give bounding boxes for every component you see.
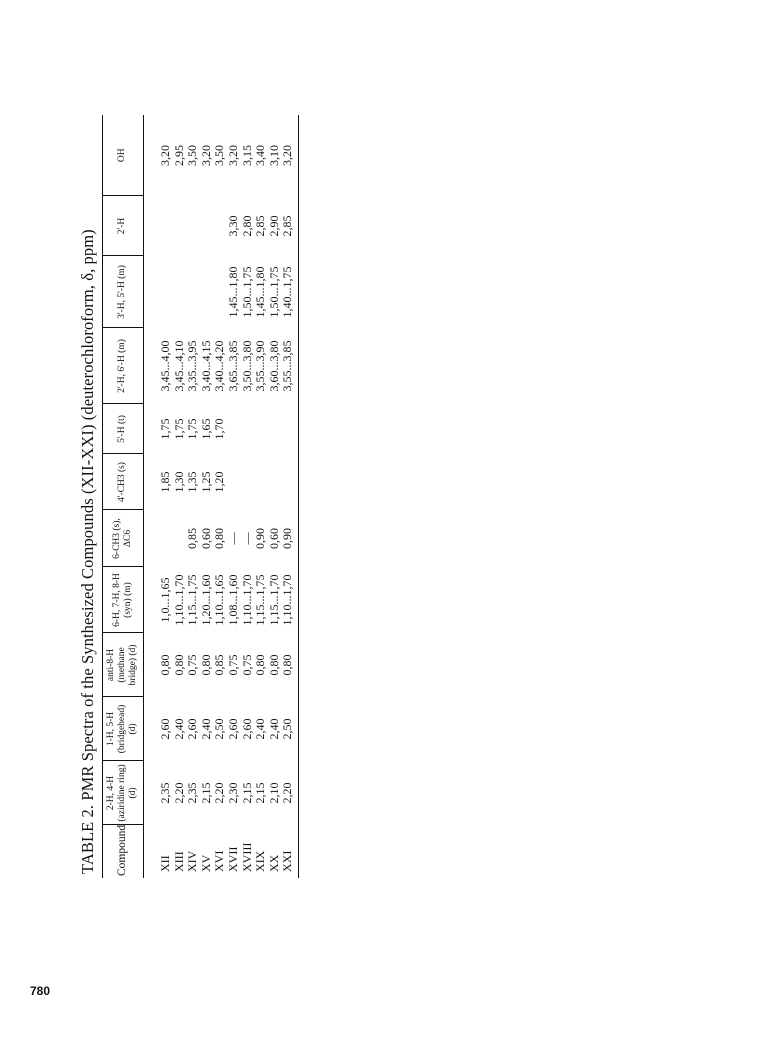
- value-cell: 0,60: [266, 528, 281, 549]
- value-cell: 1,15...1,75: [253, 574, 268, 626]
- column-header: 6-H, 7-H, 8-H (syn) (m): [103, 567, 144, 633]
- value-cell: —: [225, 532, 240, 545]
- value-cell: [254, 404, 268, 454]
- value-cell: [227, 454, 241, 510]
- value-cell: 1,20...1,60: [198, 574, 213, 626]
- value-cell: 2,85: [281, 196, 298, 256]
- column-header: 2'-H, 6'-H (m): [103, 328, 144, 404]
- value-cell: [241, 454, 255, 510]
- compound-cell: XVI: [212, 850, 227, 872]
- value-cell: [173, 256, 187, 328]
- value-cell: 1,10...1,70: [239, 574, 254, 626]
- value-cell: 2,40: [253, 718, 268, 740]
- value-cell: 1,75: [171, 418, 186, 440]
- column-header: 2'-H: [103, 196, 144, 256]
- value-cell: 0,80: [171, 654, 186, 676]
- value-cell: 2,15: [198, 782, 213, 804]
- table-row: [227, 115, 241, 878]
- value-cell: 2,95: [171, 145, 186, 166]
- column-header: Compound: [103, 825, 144, 878]
- table-row: [281, 115, 298, 878]
- value-cell: 2,40: [171, 718, 186, 740]
- column-header: 2-H, 4-H (aziridine ring) (d): [103, 761, 144, 825]
- value-cell: [281, 404, 298, 454]
- value-cell: 1,45...1,80: [253, 266, 268, 318]
- value-cell: 3,10: [266, 145, 281, 166]
- column-header: 1-H, 5-H (bridgehead) (d): [103, 697, 144, 761]
- value-cell: 2,90: [266, 215, 281, 237]
- value-cell: 0,90: [253, 528, 268, 549]
- value-cell: [268, 454, 282, 510]
- value-cell: 0,75: [239, 654, 254, 676]
- compound-cell: XX: [266, 854, 281, 872]
- value-cell: 2,15: [253, 782, 268, 804]
- value-cell: 0,75: [185, 654, 200, 676]
- value-cell: 2,50: [281, 697, 298, 761]
- value-cell: 2,30: [225, 782, 240, 804]
- table-row: [241, 115, 255, 878]
- value-cell: 3,20: [158, 145, 172, 166]
- value-cell: 2,20: [281, 761, 298, 825]
- value-cell: 1,65: [198, 418, 213, 440]
- value-cell: 0,85: [212, 654, 227, 676]
- value-cell: 3,15: [239, 145, 254, 166]
- value-cell: 3,55...3,90: [253, 340, 268, 392]
- value-cell: [173, 510, 187, 567]
- value-cell: 3,40...4,20: [212, 340, 227, 392]
- value-cell: 3,45...4,10: [171, 340, 186, 392]
- table-row: [213, 115, 227, 878]
- table-row: [173, 115, 187, 878]
- value-cell: 1,85: [158, 471, 172, 493]
- table-body: [144, 115, 299, 878]
- column-header: 5'-H (t): [103, 404, 144, 454]
- value-cell: 1,15...1,70: [266, 574, 281, 626]
- value-cell: 1,50...1,75: [239, 266, 254, 318]
- value-cell: 3,40: [253, 145, 268, 166]
- compound-cell: XXI: [281, 825, 298, 878]
- value-cell: [186, 196, 200, 256]
- value-cell: [186, 256, 200, 328]
- column-header: 3'-H, 5'-H (m): [103, 256, 144, 328]
- header-row: [103, 115, 144, 878]
- value-cell: [281, 454, 298, 510]
- value-cell: 1,10...1,65: [212, 574, 227, 626]
- compound-cell: XIII: [171, 851, 186, 872]
- value-cell: 2,60: [185, 718, 200, 740]
- value-cell: [227, 404, 241, 454]
- value-cell: 1,75: [185, 418, 200, 440]
- value-cell: 1,70: [212, 418, 227, 440]
- value-cell: 2,60: [158, 718, 172, 740]
- value-cell: 2,60: [239, 718, 254, 740]
- value-cell: 2,50: [212, 718, 227, 740]
- value-cell: 1,45...1,80: [225, 266, 240, 318]
- rotated-table-block: [78, 110, 318, 878]
- value-cell: 2,20: [212, 782, 227, 804]
- value-cell: [200, 256, 214, 328]
- value-cell: 1,30: [171, 471, 186, 493]
- value-cell: 0,80: [198, 654, 213, 676]
- value-cell: 1,0...1,65: [158, 577, 172, 623]
- value-cell: 3,55...3,85: [281, 328, 298, 404]
- value-cell: 0,60: [198, 528, 213, 549]
- value-cell: 0,80: [158, 654, 172, 676]
- value-cell: [254, 454, 268, 510]
- value-cell: 3,40...4,15: [198, 340, 213, 392]
- value-cell: —: [239, 532, 254, 545]
- compound-cell: XIV: [185, 850, 200, 872]
- value-cell: 0,75: [225, 654, 240, 676]
- value-cell: [268, 404, 282, 454]
- value-cell: 3,30: [225, 215, 240, 237]
- value-cell: 1,10...1,70: [171, 574, 186, 626]
- value-cell: 2,35: [185, 782, 200, 804]
- table-title: TABLE 2. PMR Spectra of the Synthesized Compounds (XII-XXI) (deuterochloroform, δ, ppm): [78, 229, 97, 874]
- compound-cell: XII: [158, 855, 172, 872]
- table-row: [144, 115, 173, 878]
- value-cell: 0,90: [281, 510, 298, 567]
- value-cell: [144, 256, 173, 328]
- value-cell: 3,20: [225, 145, 240, 166]
- value-cell: [241, 404, 255, 454]
- value-cell: 1,50...1,75: [266, 266, 281, 318]
- value-cell: 1,15...1,75: [185, 574, 200, 626]
- value-cell: 3,50: [212, 145, 227, 166]
- compound-cell: XVIII: [239, 842, 254, 872]
- value-cell: 1,08...1,60: [225, 574, 240, 626]
- value-cell: 3,60...3,80: [266, 340, 281, 392]
- compound-cell: XV: [198, 854, 213, 872]
- value-cell: 2,60: [225, 718, 240, 740]
- value-cell: [144, 510, 173, 567]
- page-number: 780: [30, 984, 51, 998]
- value-cell: 2,40: [266, 718, 281, 740]
- table-row: [186, 115, 200, 878]
- value-cell: 2,80: [239, 215, 254, 237]
- value-cell: 3,35...3,95: [185, 340, 200, 392]
- column-header: 4'-CH3 (s): [103, 454, 144, 510]
- compound-cell: XVII: [225, 846, 240, 872]
- value-cell: 2,35: [158, 782, 172, 804]
- value-cell: [200, 196, 214, 256]
- value-cell: 3,20: [281, 115, 298, 196]
- value-cell: [173, 196, 187, 256]
- value-cell: 3,65...3,85: [225, 340, 240, 392]
- column-header: OH: [103, 115, 144, 196]
- value-cell: 3,20: [198, 145, 213, 166]
- value-cell: 0,80: [212, 528, 227, 549]
- value-cell: 1,25: [198, 471, 213, 493]
- table-row: [268, 115, 282, 878]
- value-cell: 0,80: [281, 633, 298, 697]
- column-header: anti-8-H (methane bridge) (d): [103, 633, 144, 697]
- column-header: 6-CH3 (s), ΔC6: [103, 510, 144, 567]
- value-cell: 0,85: [185, 528, 200, 549]
- value-cell: 2,15: [239, 782, 254, 804]
- value-cell: 1,10...1,70: [281, 567, 298, 633]
- value-cell: [213, 256, 227, 328]
- value-cell: 0,80: [266, 654, 281, 676]
- value-cell: 2,10: [266, 782, 281, 804]
- value-cell: 0,80: [253, 654, 268, 676]
- value-cell: 3,50...3,80: [239, 340, 254, 392]
- value-cell: 3,50: [185, 145, 200, 166]
- value-cell: 1,20: [212, 471, 227, 493]
- value-cell: 1,35: [185, 471, 200, 493]
- value-cell: [213, 196, 227, 256]
- value-cell: 2,40: [198, 718, 213, 740]
- value-cell: 1,40...1,75: [281, 256, 298, 328]
- value-cell: 2,20: [171, 782, 186, 804]
- compound-cell: XIX: [253, 850, 268, 872]
- value-cell: 3,45...4,00: [158, 340, 172, 392]
- value-cell: 2,85: [253, 215, 268, 237]
- value-cell: 1,75: [158, 418, 172, 440]
- table-row: [254, 115, 268, 878]
- pmr-spectra-table: [102, 115, 299, 878]
- table-row: [200, 115, 214, 878]
- value-cell: [144, 196, 173, 256]
